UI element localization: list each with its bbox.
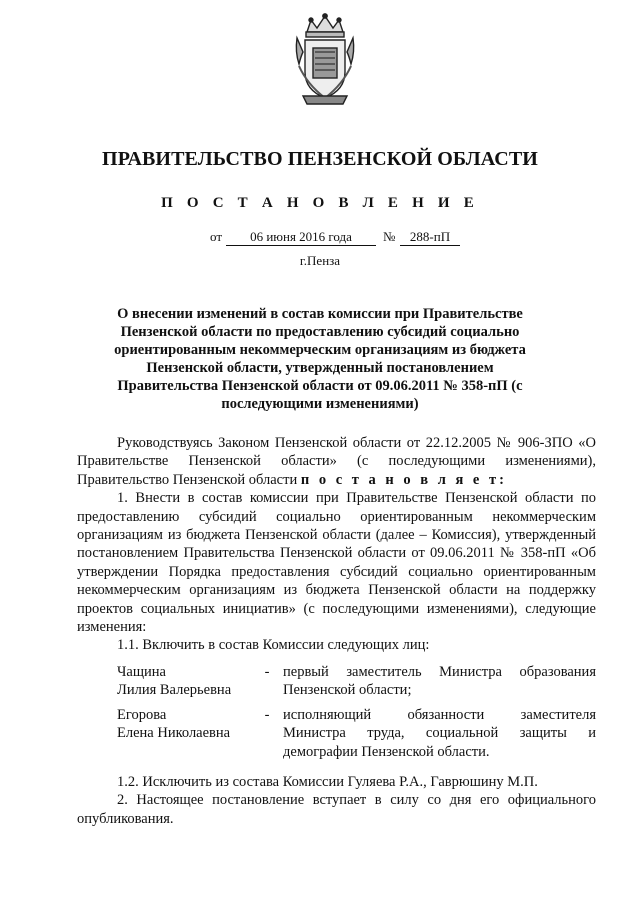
members-table — [77, 663, 596, 767]
member-role: исполняющий обязанности заместителя Министра труда, социальной защиты и демографии Пензенской области. — [283, 706, 596, 760]
government-title: ПРАВИТЕЛЬСТВО ПЕНЗЕНСКОЙ ОБЛАСТИ — [102, 148, 538, 170]
member-dash: - — [264, 663, 270, 680]
document-body — [77, 434, 596, 828]
paragraph-1: 1. Внести в состав комиссии при Правительстве Пензенской области по предоставлению субсидий социально ориентированным некоммерческим организациям из бюджета Пензенской области (далее – Комиссия), утвержденный постановлением Правительства Пензенской области от 09.06.2011 № 358-пП «Об утверждении Порядка предоставления субсидий социально ориентированным некоммерческим организациям из бюджета Пензенской области на поддержку проектов социальных инициатив» (с последующими изменениями), следующие изменения: — [77, 490, 596, 636]
paragraph-1-2: 1.2. Исключить из состава Комиссии Гуляева Р.А., Гаврюшину М.П. — [117, 773, 538, 790]
intro-text: Руководствуясь Законом Пензенской области от 22.12.2005 № 906-ЗПО «О Правительстве Пензенской области» (с последующими изменениями), Правительство Пензенской области — [77, 435, 596, 488]
member-surname: Чащина — [117, 663, 166, 680]
document-type: П О С Т А Н О В Л Е Н И Е — [161, 195, 479, 211]
document-number: 288-пП — [400, 229, 460, 246]
decree-verb: п о с т а н о в л я е т: — [300, 471, 507, 488]
document-heading: О внесении изменений в состав комиссии при Правительстве Пензенской области по предоставлению субсидий социально ориентированным некоммерческим организациям из бюджета Пензенской области, утвержденный постановлением Правительства Пензенской области от 09.06.2011 № 358-пП (с последующими изменениями) — [114, 306, 526, 412]
member-given-names: Лилия Валерьевна — [117, 682, 232, 699]
paragraph-1-1: 1.1. Включить в состав Комиссии следующих лиц: — [117, 637, 430, 654]
member-surname: Егорова — [117, 706, 167, 723]
coat-of-arms-icon — [293, 12, 357, 108]
table-row — [77, 663, 596, 706]
paragraph-2: 2. Настоящее постановление вступает в силу со дня его официального опубликования. — [77, 792, 596, 827]
member-role: первый заместитель Министра образования Пензенской области; — [283, 663, 596, 699]
city-name: г.Пенза — [299, 253, 341, 268]
date-prefix: от — [210, 229, 223, 244]
number-prefix: № — [383, 229, 396, 244]
member-dash: - — [264, 706, 270, 723]
document-date: 06 июня 2016 года — [226, 229, 376, 246]
member-given-names: Елена Николаевна — [117, 725, 231, 742]
intro-paragraph — [77, 434, 596, 489]
table-row — [77, 706, 596, 767]
